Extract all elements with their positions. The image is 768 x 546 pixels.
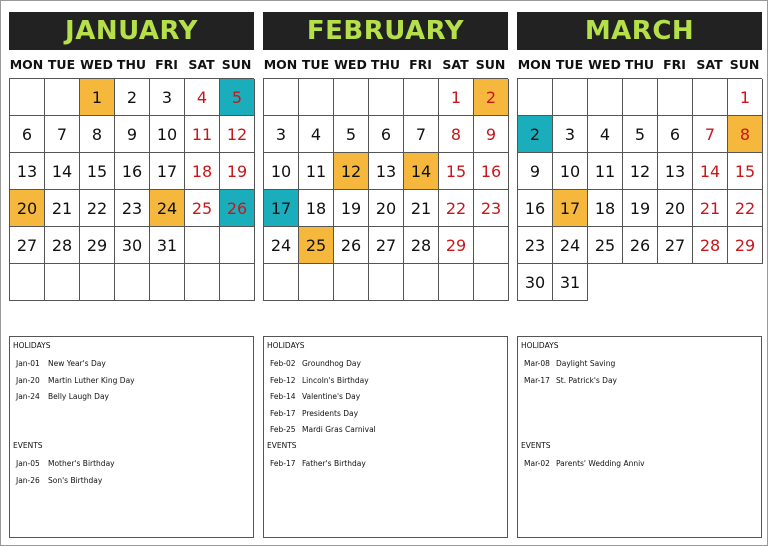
day-cell: 10 bbox=[264, 153, 299, 190]
event-name: Mother's Birthday bbox=[48, 459, 115, 468]
day-cell: 29 bbox=[439, 227, 474, 264]
empty-day-cell bbox=[369, 264, 404, 301]
event-entry bbox=[521, 456, 758, 473]
holiday-name: Valentine's Day bbox=[302, 392, 361, 401]
weekday-label: SUN bbox=[221, 57, 252, 72]
day-cell: 20 bbox=[658, 190, 693, 227]
holiday-date: Mar-08 bbox=[524, 359, 550, 368]
day-cell: 24 bbox=[150, 190, 185, 227]
day-cell: 29 bbox=[80, 227, 115, 264]
day-cell: 6 bbox=[369, 116, 404, 153]
holiday-date: Feb-12 bbox=[270, 375, 296, 385]
events-heading: EVENTS bbox=[13, 441, 43, 450]
day-cell: 16 bbox=[518, 190, 553, 227]
day-cell: 8 bbox=[80, 116, 115, 153]
weekday-label: SUN bbox=[729, 57, 760, 72]
empty-day-cell bbox=[404, 264, 439, 301]
day-cell: 16 bbox=[474, 153, 509, 190]
day-cell: 9 bbox=[474, 116, 509, 153]
day-cell: 22 bbox=[439, 190, 474, 227]
weekday-label: SAT bbox=[188, 57, 215, 72]
holiday-date: Feb-17 bbox=[270, 408, 296, 418]
empty-day-cell bbox=[658, 79, 693, 116]
holiday-name: Martin Luther King Day bbox=[48, 375, 135, 385]
day-cell: 5 bbox=[220, 79, 255, 116]
weekday-label: FRI bbox=[155, 57, 178, 72]
day-cell: 31 bbox=[553, 264, 588, 301]
holiday-date: Jan-24 bbox=[16, 392, 40, 401]
holiday-entry bbox=[521, 373, 758, 390]
day-cell: 4 bbox=[299, 116, 334, 153]
weekday-label: MON bbox=[9, 57, 44, 72]
day-cell: 27 bbox=[369, 227, 404, 264]
day-cell: 2 bbox=[518, 116, 553, 153]
day-cell: 7 bbox=[693, 116, 728, 153]
day-cell: 7 bbox=[45, 116, 80, 153]
holiday-entry bbox=[267, 356, 504, 373]
empty-day-cell bbox=[220, 227, 255, 264]
empty-day-cell bbox=[518, 79, 553, 116]
day-grid bbox=[517, 78, 762, 301]
day-cell: 11 bbox=[185, 116, 220, 153]
holiday-entry bbox=[267, 406, 504, 423]
day-cell: 6 bbox=[10, 116, 45, 153]
day-cell: 8 bbox=[439, 116, 474, 153]
day-cell: 17 bbox=[264, 190, 299, 227]
weekday-label: TUE bbox=[555, 57, 584, 72]
empty-day-cell bbox=[693, 79, 728, 116]
holiday-name: Groundhog Day bbox=[302, 359, 361, 368]
day-grid bbox=[263, 78, 508, 301]
day-cell: 24 bbox=[553, 227, 588, 264]
day-cell: 5 bbox=[334, 116, 369, 153]
day-cell: 3 bbox=[150, 79, 185, 116]
empty-day-cell bbox=[10, 79, 45, 116]
day-cell: 13 bbox=[658, 153, 693, 190]
day-cell: 13 bbox=[10, 153, 45, 190]
day-cell: 2 bbox=[115, 79, 150, 116]
holiday-name: Lincoln's Birthday bbox=[302, 375, 369, 385]
weekday-label: SUN bbox=[475, 57, 506, 72]
event-date: Mar-02 bbox=[524, 459, 550, 468]
day-cell: 27 bbox=[10, 227, 45, 264]
event-date: Jan-05 bbox=[16, 459, 40, 468]
event-date: Feb-17 bbox=[270, 459, 296, 468]
month-february bbox=[263, 12, 508, 301]
day-cell: 25 bbox=[588, 227, 623, 264]
empty-day-cell bbox=[150, 264, 185, 301]
day-grid bbox=[9, 78, 254, 301]
weekday-label: MON bbox=[263, 57, 298, 72]
day-cell: 23 bbox=[518, 227, 553, 264]
day-cell: 24 bbox=[264, 227, 299, 264]
day-cell: 31 bbox=[150, 227, 185, 264]
day-cell: 21 bbox=[45, 190, 80, 227]
events-section bbox=[267, 441, 504, 473]
day-cell: 19 bbox=[623, 190, 658, 227]
day-cell: 15 bbox=[439, 153, 474, 190]
day-cell: 28 bbox=[45, 227, 80, 264]
holiday-entry bbox=[267, 422, 504, 439]
weekday-label: THU bbox=[370, 57, 401, 72]
day-cell: 18 bbox=[299, 190, 334, 227]
holiday-date: Feb-25 bbox=[270, 425, 296, 434]
holidays-heading: HOLIDAYS bbox=[521, 341, 559, 350]
day-cell: 21 bbox=[404, 190, 439, 227]
holiday-date: Feb-02 bbox=[270, 359, 296, 368]
events-section bbox=[521, 441, 758, 473]
weekday-header bbox=[263, 52, 508, 78]
weekday-label: THU bbox=[624, 57, 655, 72]
weekday-label: THU bbox=[116, 57, 147, 72]
month-march bbox=[517, 12, 762, 301]
empty-day-cell bbox=[45, 264, 80, 301]
holiday-entry bbox=[267, 373, 504, 390]
weekday-label: WED bbox=[588, 57, 621, 72]
day-cell: 29 bbox=[728, 227, 763, 264]
day-cell: 15 bbox=[728, 153, 763, 190]
empty-day-cell bbox=[404, 79, 439, 116]
weekday-label: SAT bbox=[442, 57, 469, 72]
day-cell: 7 bbox=[404, 116, 439, 153]
weekday-label: FRI bbox=[409, 57, 432, 72]
holiday-entry bbox=[267, 389, 504, 406]
day-cell: 6 bbox=[658, 116, 693, 153]
weekday-header bbox=[9, 52, 254, 78]
weekday-label: TUE bbox=[301, 57, 330, 72]
day-cell: 11 bbox=[299, 153, 334, 190]
holiday-entry bbox=[521, 356, 758, 373]
month-title: JANUARY bbox=[9, 12, 254, 50]
holiday-date: Feb-14 bbox=[270, 392, 296, 401]
event-name: Son's Birthday bbox=[48, 475, 103, 485]
day-cell: 19 bbox=[220, 153, 255, 190]
events-heading: EVENTS bbox=[267, 441, 297, 450]
empty-day-cell bbox=[80, 264, 115, 301]
month-title: FEBRUARY bbox=[263, 12, 508, 50]
event-entry bbox=[267, 456, 504, 473]
day-cell: 3 bbox=[264, 116, 299, 153]
day-cell: 1 bbox=[80, 79, 115, 116]
empty-day-cell bbox=[185, 264, 220, 301]
holiday-entry bbox=[13, 356, 250, 373]
day-cell: 15 bbox=[80, 153, 115, 190]
empty-day-cell bbox=[264, 264, 299, 301]
day-cell: 19 bbox=[334, 190, 369, 227]
empty-day-cell bbox=[553, 79, 588, 116]
empty-day-cell bbox=[474, 264, 509, 301]
day-cell: 12 bbox=[220, 116, 255, 153]
holiday-name: New Year's Day bbox=[48, 359, 106, 368]
day-cell: 27 bbox=[658, 227, 693, 264]
day-cell: 2 bbox=[474, 79, 509, 116]
holiday-date: Jan-20 bbox=[16, 375, 40, 385]
day-cell: 20 bbox=[10, 190, 45, 227]
day-cell: 4 bbox=[185, 79, 220, 116]
day-cell: 25 bbox=[185, 190, 220, 227]
event-name: Parents' Wedding Anniv bbox=[556, 459, 645, 468]
day-cell: 9 bbox=[518, 153, 553, 190]
day-cell: 26 bbox=[623, 227, 658, 264]
holiday-name: St. Patrick's Day bbox=[556, 375, 617, 385]
empty-day-cell bbox=[264, 79, 299, 116]
weekday-label: SAT bbox=[696, 57, 723, 72]
day-cell: 25 bbox=[299, 227, 334, 264]
day-cell: 30 bbox=[518, 264, 553, 301]
weekday-label: WED bbox=[334, 57, 367, 72]
event-name: Father's Birthday bbox=[302, 459, 366, 468]
empty-day-cell bbox=[220, 264, 255, 301]
weekday-header bbox=[517, 52, 762, 78]
event-date: Jan-26 bbox=[16, 475, 40, 485]
empty-day-cell bbox=[369, 79, 404, 116]
empty-day-cell bbox=[439, 264, 474, 301]
events-heading: EVENTS bbox=[521, 441, 551, 450]
day-cell: 12 bbox=[623, 153, 658, 190]
event-entry bbox=[13, 456, 250, 473]
empty-day-cell bbox=[334, 79, 369, 116]
day-cell: 1 bbox=[439, 79, 474, 116]
day-cell: 13 bbox=[369, 153, 404, 190]
empty-day-cell bbox=[115, 264, 150, 301]
holiday-entry bbox=[13, 389, 250, 406]
holiday-name: Belly Laugh Day bbox=[48, 392, 109, 401]
holiday-entry bbox=[13, 373, 250, 390]
empty-day-cell bbox=[474, 227, 509, 264]
weekday-label: TUE bbox=[47, 57, 76, 72]
notes-march bbox=[517, 336, 762, 538]
empty-day-cell bbox=[299, 79, 334, 116]
day-cell: 28 bbox=[404, 227, 439, 264]
day-cell: 18 bbox=[588, 190, 623, 227]
empty-day-cell bbox=[623, 79, 658, 116]
notes-february bbox=[263, 336, 508, 538]
day-cell: 17 bbox=[553, 190, 588, 227]
empty-day-cell bbox=[185, 227, 220, 264]
holiday-name: Daylight Saving bbox=[556, 359, 616, 368]
event-entry bbox=[13, 473, 250, 490]
day-cell: 22 bbox=[728, 190, 763, 227]
day-cell: 28 bbox=[693, 227, 728, 264]
day-cell: 8 bbox=[728, 116, 763, 153]
day-cell: 3 bbox=[553, 116, 588, 153]
day-cell: 5 bbox=[623, 116, 658, 153]
events-section bbox=[13, 441, 250, 489]
day-cell: 30 bbox=[115, 227, 150, 264]
day-cell: 1 bbox=[728, 79, 763, 116]
day-cell: 23 bbox=[474, 190, 509, 227]
empty-day-cell bbox=[10, 264, 45, 301]
month-title: MARCH bbox=[517, 12, 762, 50]
day-cell: 9 bbox=[115, 116, 150, 153]
day-cell: 26 bbox=[334, 227, 369, 264]
holidays-heading: HOLIDAYS bbox=[13, 341, 51, 350]
day-cell: 14 bbox=[693, 153, 728, 190]
weekday-label: WED bbox=[80, 57, 113, 72]
holiday-date: Mar-17 bbox=[524, 375, 550, 385]
day-cell: 18 bbox=[185, 153, 220, 190]
day-cell: 20 bbox=[369, 190, 404, 227]
day-cell: 14 bbox=[45, 153, 80, 190]
month-january bbox=[9, 12, 254, 301]
holiday-name: Mardi Gras Carnival bbox=[302, 425, 376, 434]
notes-january bbox=[9, 336, 254, 538]
holiday-name: Presidents Day bbox=[302, 408, 359, 418]
empty-day-cell bbox=[45, 79, 80, 116]
holidays-heading: HOLIDAYS bbox=[267, 341, 305, 350]
day-cell: 21 bbox=[693, 190, 728, 227]
day-cell: 11 bbox=[588, 153, 623, 190]
day-cell: 17 bbox=[150, 153, 185, 190]
holiday-date: Jan-01 bbox=[16, 359, 40, 368]
empty-day-cell bbox=[588, 79, 623, 116]
day-cell: 23 bbox=[115, 190, 150, 227]
day-cell: 26 bbox=[220, 190, 255, 227]
empty-day-cell bbox=[299, 264, 334, 301]
weekday-label: FRI bbox=[663, 57, 686, 72]
day-cell: 4 bbox=[588, 116, 623, 153]
day-cell: 12 bbox=[334, 153, 369, 190]
day-cell: 16 bbox=[115, 153, 150, 190]
weekday-label: MON bbox=[517, 57, 552, 72]
day-cell: 22 bbox=[80, 190, 115, 227]
day-cell: 10 bbox=[150, 116, 185, 153]
empty-day-cell bbox=[334, 264, 369, 301]
day-cell: 10 bbox=[553, 153, 588, 190]
day-cell: 14 bbox=[404, 153, 439, 190]
